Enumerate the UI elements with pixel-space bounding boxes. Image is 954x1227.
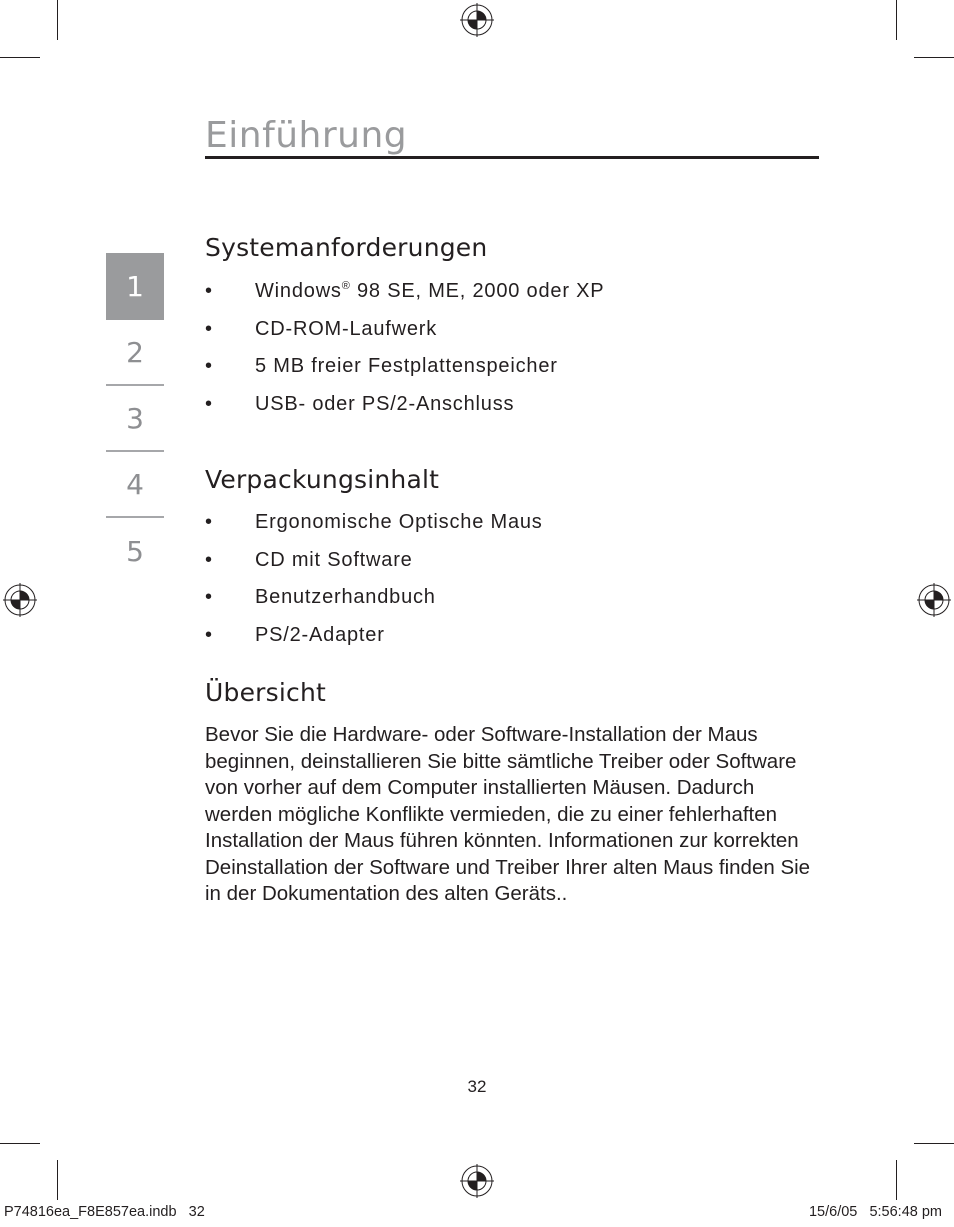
page-number: 32 [467,1077,487,1096]
chapter-tab-2[interactable]: 2 [106,320,164,386]
list-item [205,318,604,356]
section-heading-package-contents: Verpackungsinhalt [205,465,440,494]
print-slug-file: P74816ea_F8E857ea.indb 32 [4,1204,205,1220]
overview-paragraph: Bevor Sie die Hardware- oder Software-Installation der Maus beginnen, deinstallieren Sie bitte sämtliche Treiber oder Software von vorher auf dem Computer installierten Mäusen. Dadurch werden mögliche Konflikte vermieden, die zu einer fehlerhaften Installation der Maus führen könnten. Informationen zur korrekten Deinstallation der Software und Treiber Ihrer alten Maus finden Sie in der Dokumentation des alten Geräts.. [205,723,811,905]
list-item [205,280,604,318]
chapter-tab-4[interactable]: 4 [106,452,164,518]
chapter-nav [106,253,164,584]
bullet: • [205,317,213,340]
list-item-text: 5 MB freier Festplattenspeicher [255,355,558,377]
crop-mark [0,1143,40,1144]
bullet: • [205,355,213,377]
list-item-text: CD mit Software [255,548,413,571]
list-item [205,393,604,431]
chapter-tab-5[interactable]: 5 [126,534,144,568]
list-item [205,549,543,587]
bullet: • [205,392,213,415]
list-item [205,511,543,549]
list-item [205,624,543,662]
bullet: • [205,548,213,571]
print-slug-timestamp: 15/6/05 5:56:48 pm [808,1204,942,1220]
page-title-text: Einführung [205,115,408,156]
registration-mark-icon [3,583,37,617]
list-item-text [255,280,604,303]
list-item [205,355,604,393]
bullet: • [205,586,213,608]
bullet: • [205,280,213,302]
list-item [205,586,543,624]
bullet: • [205,511,213,533]
crop-mark [57,1160,58,1200]
list-item-text: CD-ROM-Laufwerk [255,317,438,340]
chapter-tab-1[interactable]: 1 [106,253,164,320]
crop-mark [914,57,954,58]
section-heading-system-requirements: Systemanforderungen [205,233,488,262]
list-item-text: USB- oder PS/2-Anschluss [255,392,515,415]
registration-mark-icon [917,583,951,617]
system-requirements-list [205,280,604,430]
crop-mark [57,0,58,40]
section-heading-overview: Übersicht [205,678,326,707]
list-item-text: Ergonomische Optische Maus [255,511,543,533]
list-item-text-main: Windows [255,280,342,302]
registered-mark: ® [341,280,351,292]
list-item-text: PS/2-Adapter [255,623,385,646]
crop-mark [914,1143,954,1144]
chapter-tab-3[interactable]: 3 [106,386,164,452]
registration-mark-icon [460,3,494,37]
list-item-text: Benutzerhandbuch [255,586,436,608]
crop-mark [896,1160,897,1200]
crop-mark [0,57,40,58]
page-title [205,112,819,159]
list-item-text-rest: 98 SE, ME, 2000 oder XP [350,280,605,302]
registration-mark-icon [460,1164,494,1198]
package-contents-list [205,511,543,661]
crop-mark [896,0,897,40]
bullet: • [205,623,213,646]
